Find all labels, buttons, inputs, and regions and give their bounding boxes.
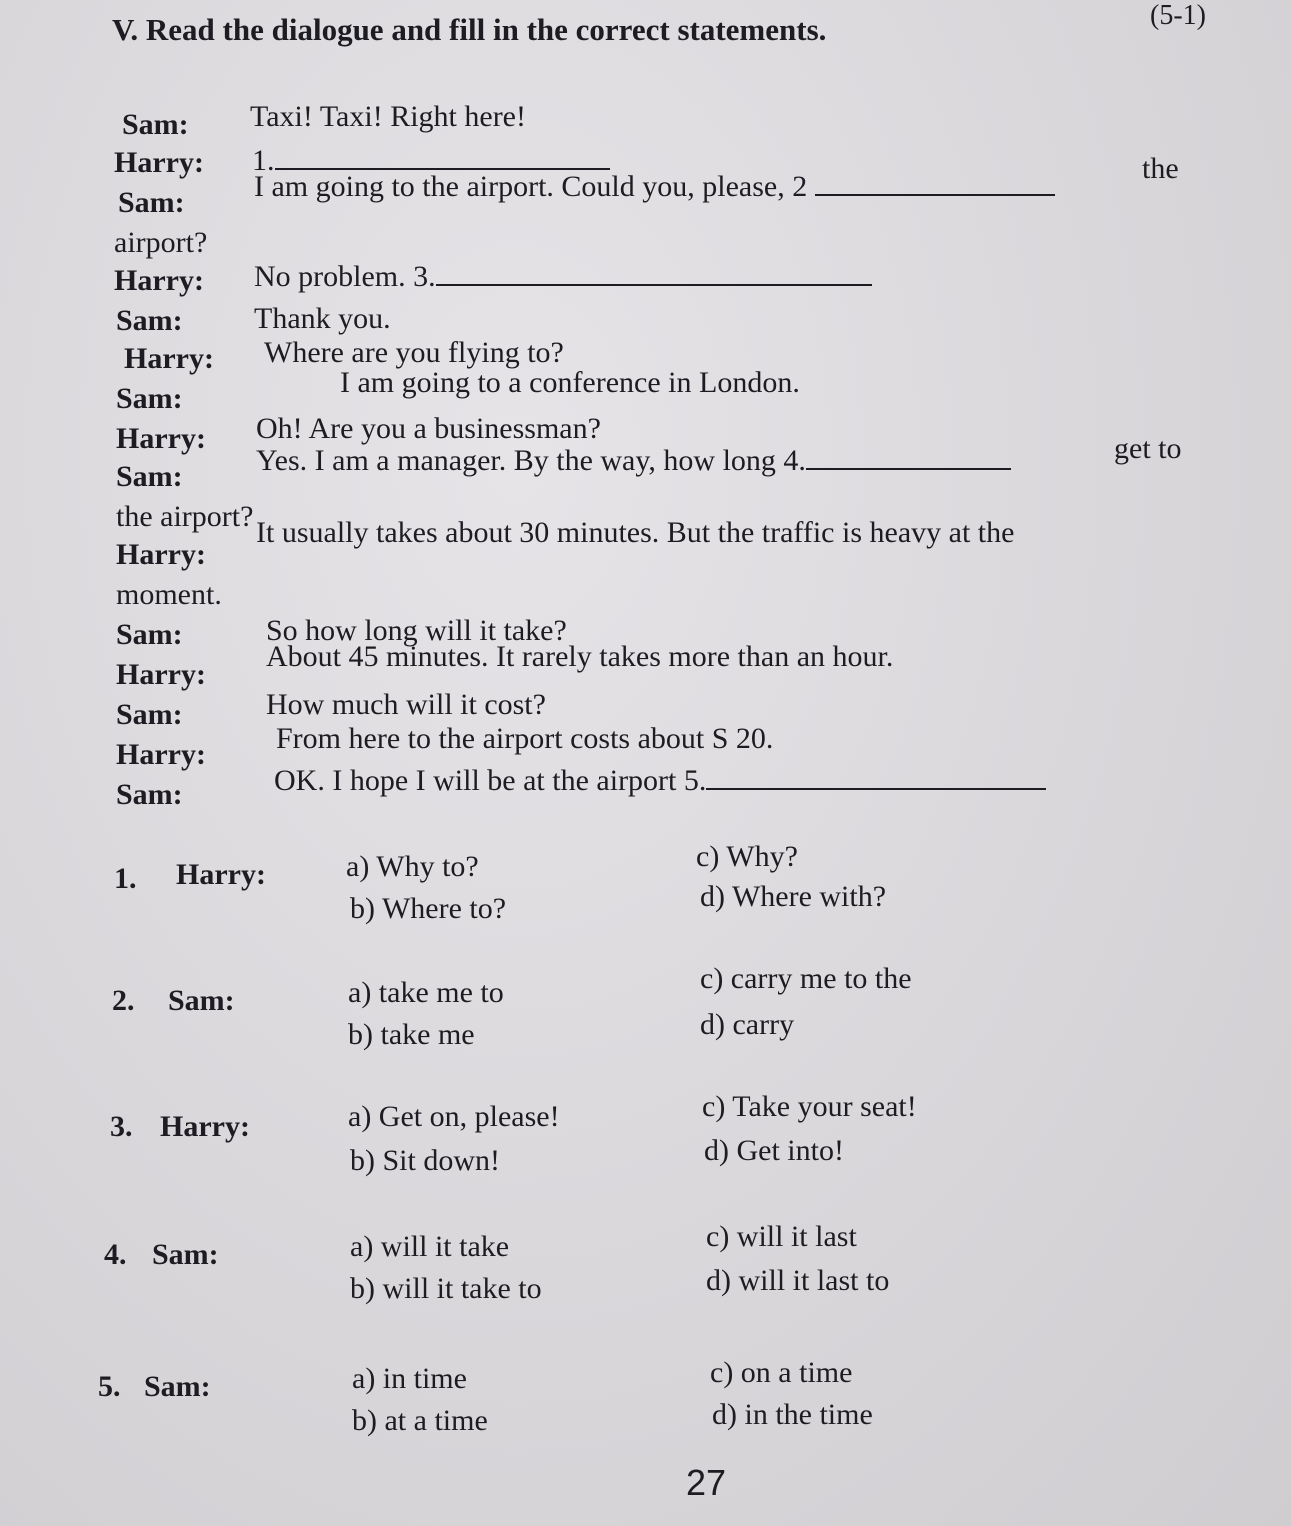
option-a: a) Get on, please! (348, 1100, 560, 1133)
line-text: I am going to the airport. Could you, please, 2 (254, 170, 1055, 204)
answer-blank-4 (806, 467, 1011, 470)
option-c: c) on a time (710, 1356, 853, 1389)
option-b: b) Sit down! (350, 1144, 500, 1177)
speaker: Sam: (122, 108, 189, 141)
exercise-title: V. Read the dialogue and fill in the correct statements. (112, 12, 827, 47)
option-a: a) take me to (348, 976, 504, 1009)
question-speaker: Sam: (144, 1370, 211, 1403)
option-d: d) Get into! (704, 1134, 844, 1167)
answer-blank-3 (436, 283, 872, 286)
question-number: 3. (110, 1110, 133, 1143)
speaker: Sam: (116, 778, 183, 811)
question-number: 2. (112, 984, 135, 1017)
speaker: Harry: (116, 422, 206, 455)
option-c: c) will it last (706, 1220, 857, 1253)
line-text: About 45 minutes. It rarely takes more than an hour. (266, 640, 894, 673)
option-c: c) Why? (696, 840, 798, 873)
line-text: From here to the airport costs about S 20. (276, 722, 774, 755)
speaker: Sam: (116, 382, 183, 415)
line-text: Thank you. (254, 302, 391, 335)
answer-blank-2 (815, 193, 1055, 196)
line-text-end: get to (1114, 432, 1182, 465)
line-continuation: airport? (114, 226, 208, 259)
option-d: d) will it last to (706, 1264, 890, 1297)
option-c: c) carry me to the (700, 962, 912, 995)
line-text: So how long will it take? (266, 614, 567, 647)
speaker: Harry: (116, 658, 206, 691)
speaker: Harry: (116, 538, 206, 571)
speaker: Sam: (116, 618, 183, 651)
option-d: d) carry (700, 1008, 795, 1041)
speaker: Harry: (116, 738, 206, 771)
question-number: 5. (98, 1370, 121, 1403)
line-text-end: the (1142, 152, 1179, 185)
option-d: d) in the time (712, 1398, 873, 1431)
line-text: I am going to a conference in London. (340, 366, 800, 399)
option-a: a) Why to? (346, 850, 479, 883)
exercise-code: (5-1) (1150, 0, 1206, 31)
speaker: Harry: (124, 342, 214, 375)
line-text: Yes. I am a manager. By the way, how long 4. (256, 444, 1011, 478)
option-b: b) Where to? (350, 892, 507, 925)
question-number: 1. (114, 862, 137, 895)
question-speaker: Harry: (176, 858, 266, 891)
option-c: c) Take your seat! (702, 1090, 917, 1123)
option-b: b) will it take to (350, 1272, 542, 1305)
line-text: Taxi! Taxi! Right here! (250, 100, 526, 133)
speaker: Sam: (116, 460, 183, 493)
question-speaker: Sam: (152, 1238, 219, 1271)
speaker: Harry: (114, 264, 204, 297)
line-text: It usually takes about 30 minutes. But the traffic is heavy at the (256, 516, 1015, 549)
option-b: b) at a time (352, 1404, 488, 1437)
speaker: Sam: (118, 186, 185, 219)
speaker: Sam: (116, 698, 183, 731)
speaker: Harry: (114, 146, 204, 179)
line-text: Where are you flying to? (264, 336, 564, 369)
line-continuation: the airport? (116, 500, 254, 533)
question-number: 4. (104, 1238, 127, 1271)
option-a: a) will it take (350, 1230, 510, 1263)
question-speaker: Sam: (168, 984, 235, 1017)
line-text: No problem. 3. (254, 260, 872, 294)
answer-blank-5 (706, 787, 1046, 790)
line-continuation: moment. (116, 578, 222, 611)
line-text: 1. (252, 144, 610, 178)
option-d: d) Where with? (700, 880, 887, 913)
page-number: 27 (686, 1462, 727, 1503)
question-speaker: Harry: (160, 1110, 250, 1143)
line-text: OK. I hope I will be at the airport 5. (274, 764, 1046, 798)
line-text: How much will it cost? (266, 688, 546, 721)
line-text: Oh! Are you a businessman? (256, 412, 601, 445)
option-b: b) take me (348, 1018, 475, 1051)
option-a: a) in time (352, 1362, 467, 1395)
speaker: Sam: (116, 304, 183, 337)
